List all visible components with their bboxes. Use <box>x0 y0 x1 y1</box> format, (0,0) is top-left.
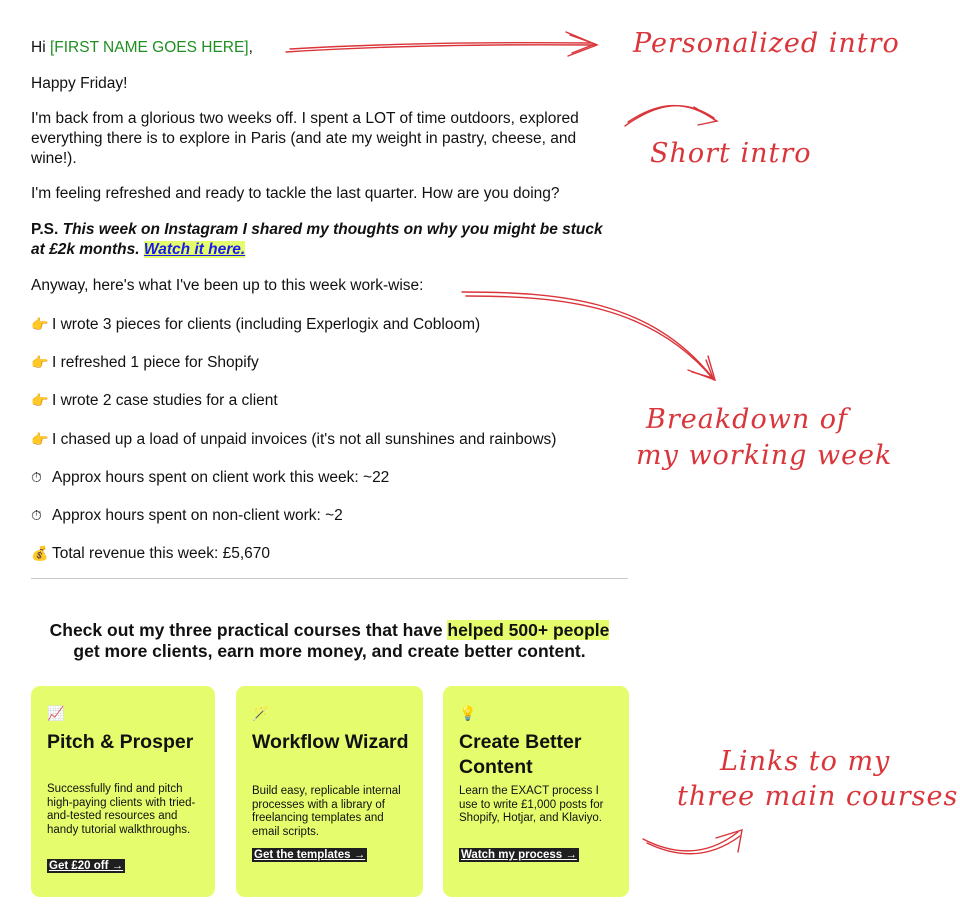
highlight-text: helped 500+ people <box>447 620 610 640</box>
course-description: Learn the EXACT process I use to write £1,000 posts for Shopify, Hotjar, and Klaviyo. <box>459 785 604 824</box>
annotation-breakdown-line-1: Breakdown of <box>646 404 849 435</box>
arrow-icon <box>625 106 717 126</box>
arrow-icon <box>643 830 742 854</box>
intro-line-2: everything there is to explore in Paris (and ate my weight in pastry, cheese, and <box>31 130 577 147</box>
watch-it-here-link[interactable]: Watch it here. <box>143 241 246 258</box>
work-item: 👉 I wrote 3 pieces for clients (including Experlogix and Cobloom) <box>31 316 481 333</box>
get-templates-button[interactable]: Get the templates → <box>254 849 366 861</box>
happy-friday: Happy Friday! <box>31 75 128 92</box>
work-item: 👉 I chased up a load of unpaid invoices (it's not all sunshines and rainbows) <box>31 431 557 448</box>
arrow-icon <box>286 32 597 56</box>
work-item: ⏱ Approx hours spent on client work this week: ~22 <box>31 469 390 486</box>
courses-heading: Check out my three practical courses that have helped 500+ people get more clients, earn more money, and create better content. <box>49 620 610 661</box>
course-title: Workflow Wizard <box>252 731 409 753</box>
stopwatch-icon: ⏱ <box>31 507 42 523</box>
annotation-short-intro: Short intro <box>650 138 812 169</box>
intro-line-3: wine!). <box>31 150 77 167</box>
light-bulb-icon: 💡 <box>459 705 477 721</box>
work-item: ⏱ Approx hours spent on non-client work: ~2 <box>31 507 343 524</box>
annotation-links-line-2: three main courses <box>677 781 959 812</box>
course-description: Build easy, replicable internal processes with a library of freelancing templates and email scripts. <box>252 785 401 838</box>
course-title: Pitch & Prosper <box>47 731 194 753</box>
ps-label: P.S. <box>31 221 59 238</box>
pointing-hand-icon: 👉 <box>31 431 49 447</box>
greeting: Hi [FIRST NAME GOES HERE], <box>31 39 253 56</box>
course-description: Successfully find and pitch high-paying clients with tried-and-tested resources and handy tutorial walkthroughs. <box>47 783 196 836</box>
ps-line-2: at £2k months. Watch it here. <box>31 241 246 258</box>
work-item: 👉 I refreshed 1 piece for Shopify <box>31 354 259 371</box>
annotation-breakdown-line-2: my working week <box>636 440 893 471</box>
money-bag-icon: 💰 <box>31 545 49 561</box>
work-item: 💰 Total revenue this week: £5,670 <box>31 545 270 562</box>
watch-process-button[interactable]: Watch my process → <box>461 849 577 861</box>
pointing-hand-icon: 👉 <box>31 316 49 332</box>
chart-increasing-icon: 📈 <box>47 705 65 721</box>
pointing-hand-icon: 👉 <box>31 392 49 408</box>
refreshed-line: I'm feeling refreshed and ready to tackle the last quarter. How are you doing? <box>31 185 560 202</box>
annotation-personalized-intro: Personalized intro <box>633 28 900 59</box>
course-title: Create Better Content <box>459 731 582 778</box>
annotation-links-line-1: Links to my <box>720 746 891 777</box>
pointing-hand-icon: 👉 <box>31 354 49 370</box>
ps-line-1: P.S. This week on Instagram I shared my thoughts on why you might be stuck <box>31 221 603 238</box>
magic-wand-icon: 🪄 <box>252 705 270 721</box>
first-name-placeholder: [FIRST NAME GOES HERE] <box>49 39 249 56</box>
work-item: 👉 I wrote 2 case studies for a client <box>31 392 278 409</box>
stopwatch-icon: ⏱ <box>31 469 42 485</box>
anyway-line: Anyway, here's what I've been up to this week work-wise: <box>31 277 424 294</box>
get-discount-button[interactable]: Get £20 off → <box>49 860 124 872</box>
arrow-icon <box>462 292 715 380</box>
intro-line-1: I'm back from a glorious two weeks off. I spent a LOT of time outdoors, explored <box>31 110 579 127</box>
